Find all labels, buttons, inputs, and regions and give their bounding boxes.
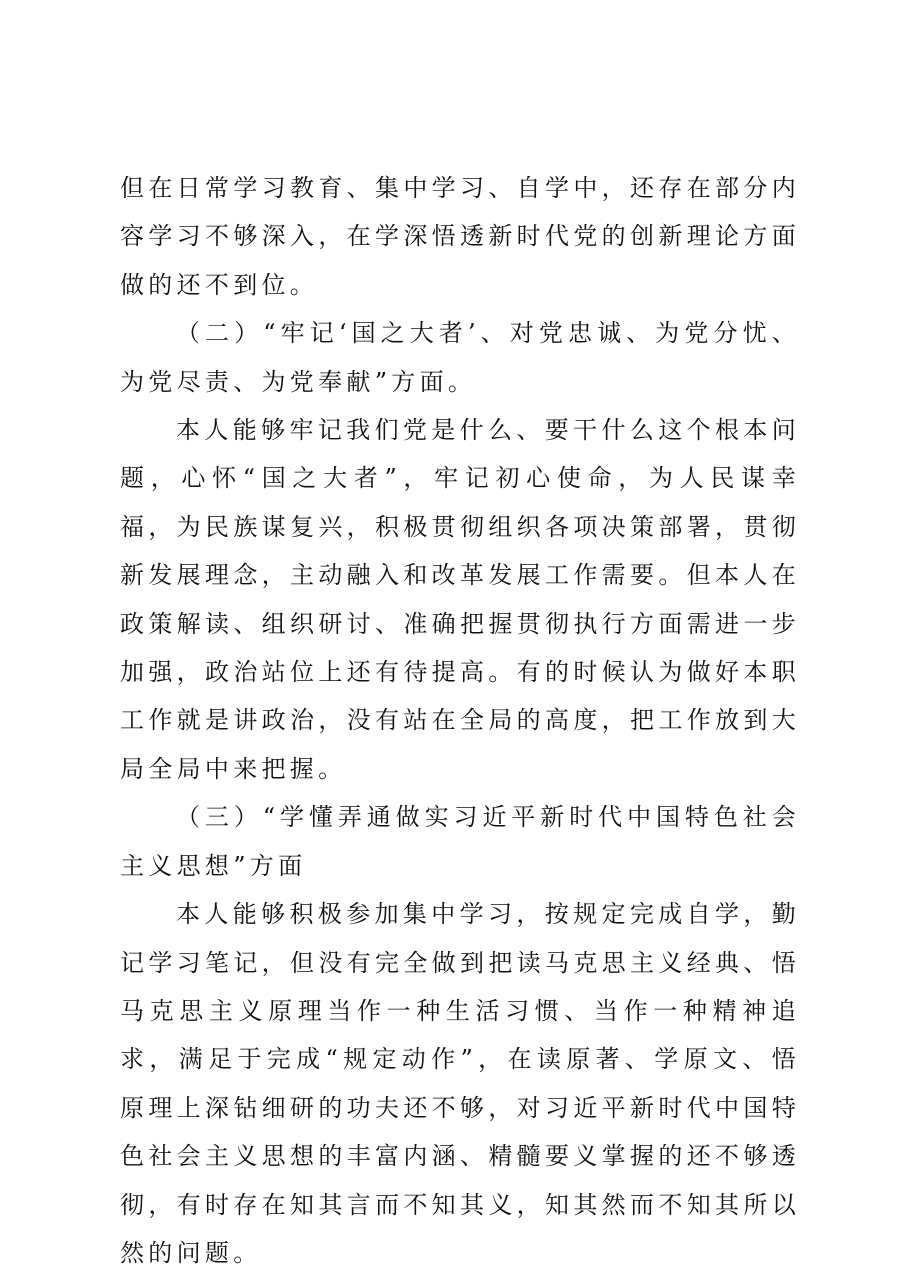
section-heading-two: （二）“牢记‘国之大者’、对党忠诚、为党分忧、为党尽责、为党奉献”方面。 [120,319,800,396]
section-heading-three: （三）“学懂弄通做实习近平新时代中国特色社会主义思想”方面 [120,803,800,880]
paragraph-section-three: 本人能够积极参加集中学习，按规定完成自学，勤记学习笔记，但没有完全做到把读马克思主义经典、悟马克思主义原理当作一种生活习惯、当作一种精神追求，满足于完成“规定动作”，在读原著、学原文、悟原理上深钻细研的功夫还不够，对习近平新时代中国特色社会主义思想的丰富内涵、精髓要义掌握的还不够透彻，有时存在知其言而不知其义，知其然而不知其所以然的问题。 [120,900,800,1267]
document-body [120,164,800,1277]
paragraph-section-two: 本人能够牢记我们党是什么、要干什么这个根本问题，心怀“国之大者”，牢记初心使命，为人民谋幸福，为民族谋复兴，积极贯彻组织各项决策部署，贯彻新发展理念，主动融入和改革发展工作需要。但本人在政策解读、组织研讨、准确把握贯彻执行方面需进一步加强，政治站位上还有待提高。有的时候认为做好本职工作就是讲政治，没有站在全局的高度，把工作放到大局全局中来把握。 [120,416,800,783]
paragraph-continuation: 但在日常学习教育、集中学习、自学中，还存在部分内容学习不够深入，在学深悟透新时代党的创新理论方面做的还不到位。 [120,174,800,299]
